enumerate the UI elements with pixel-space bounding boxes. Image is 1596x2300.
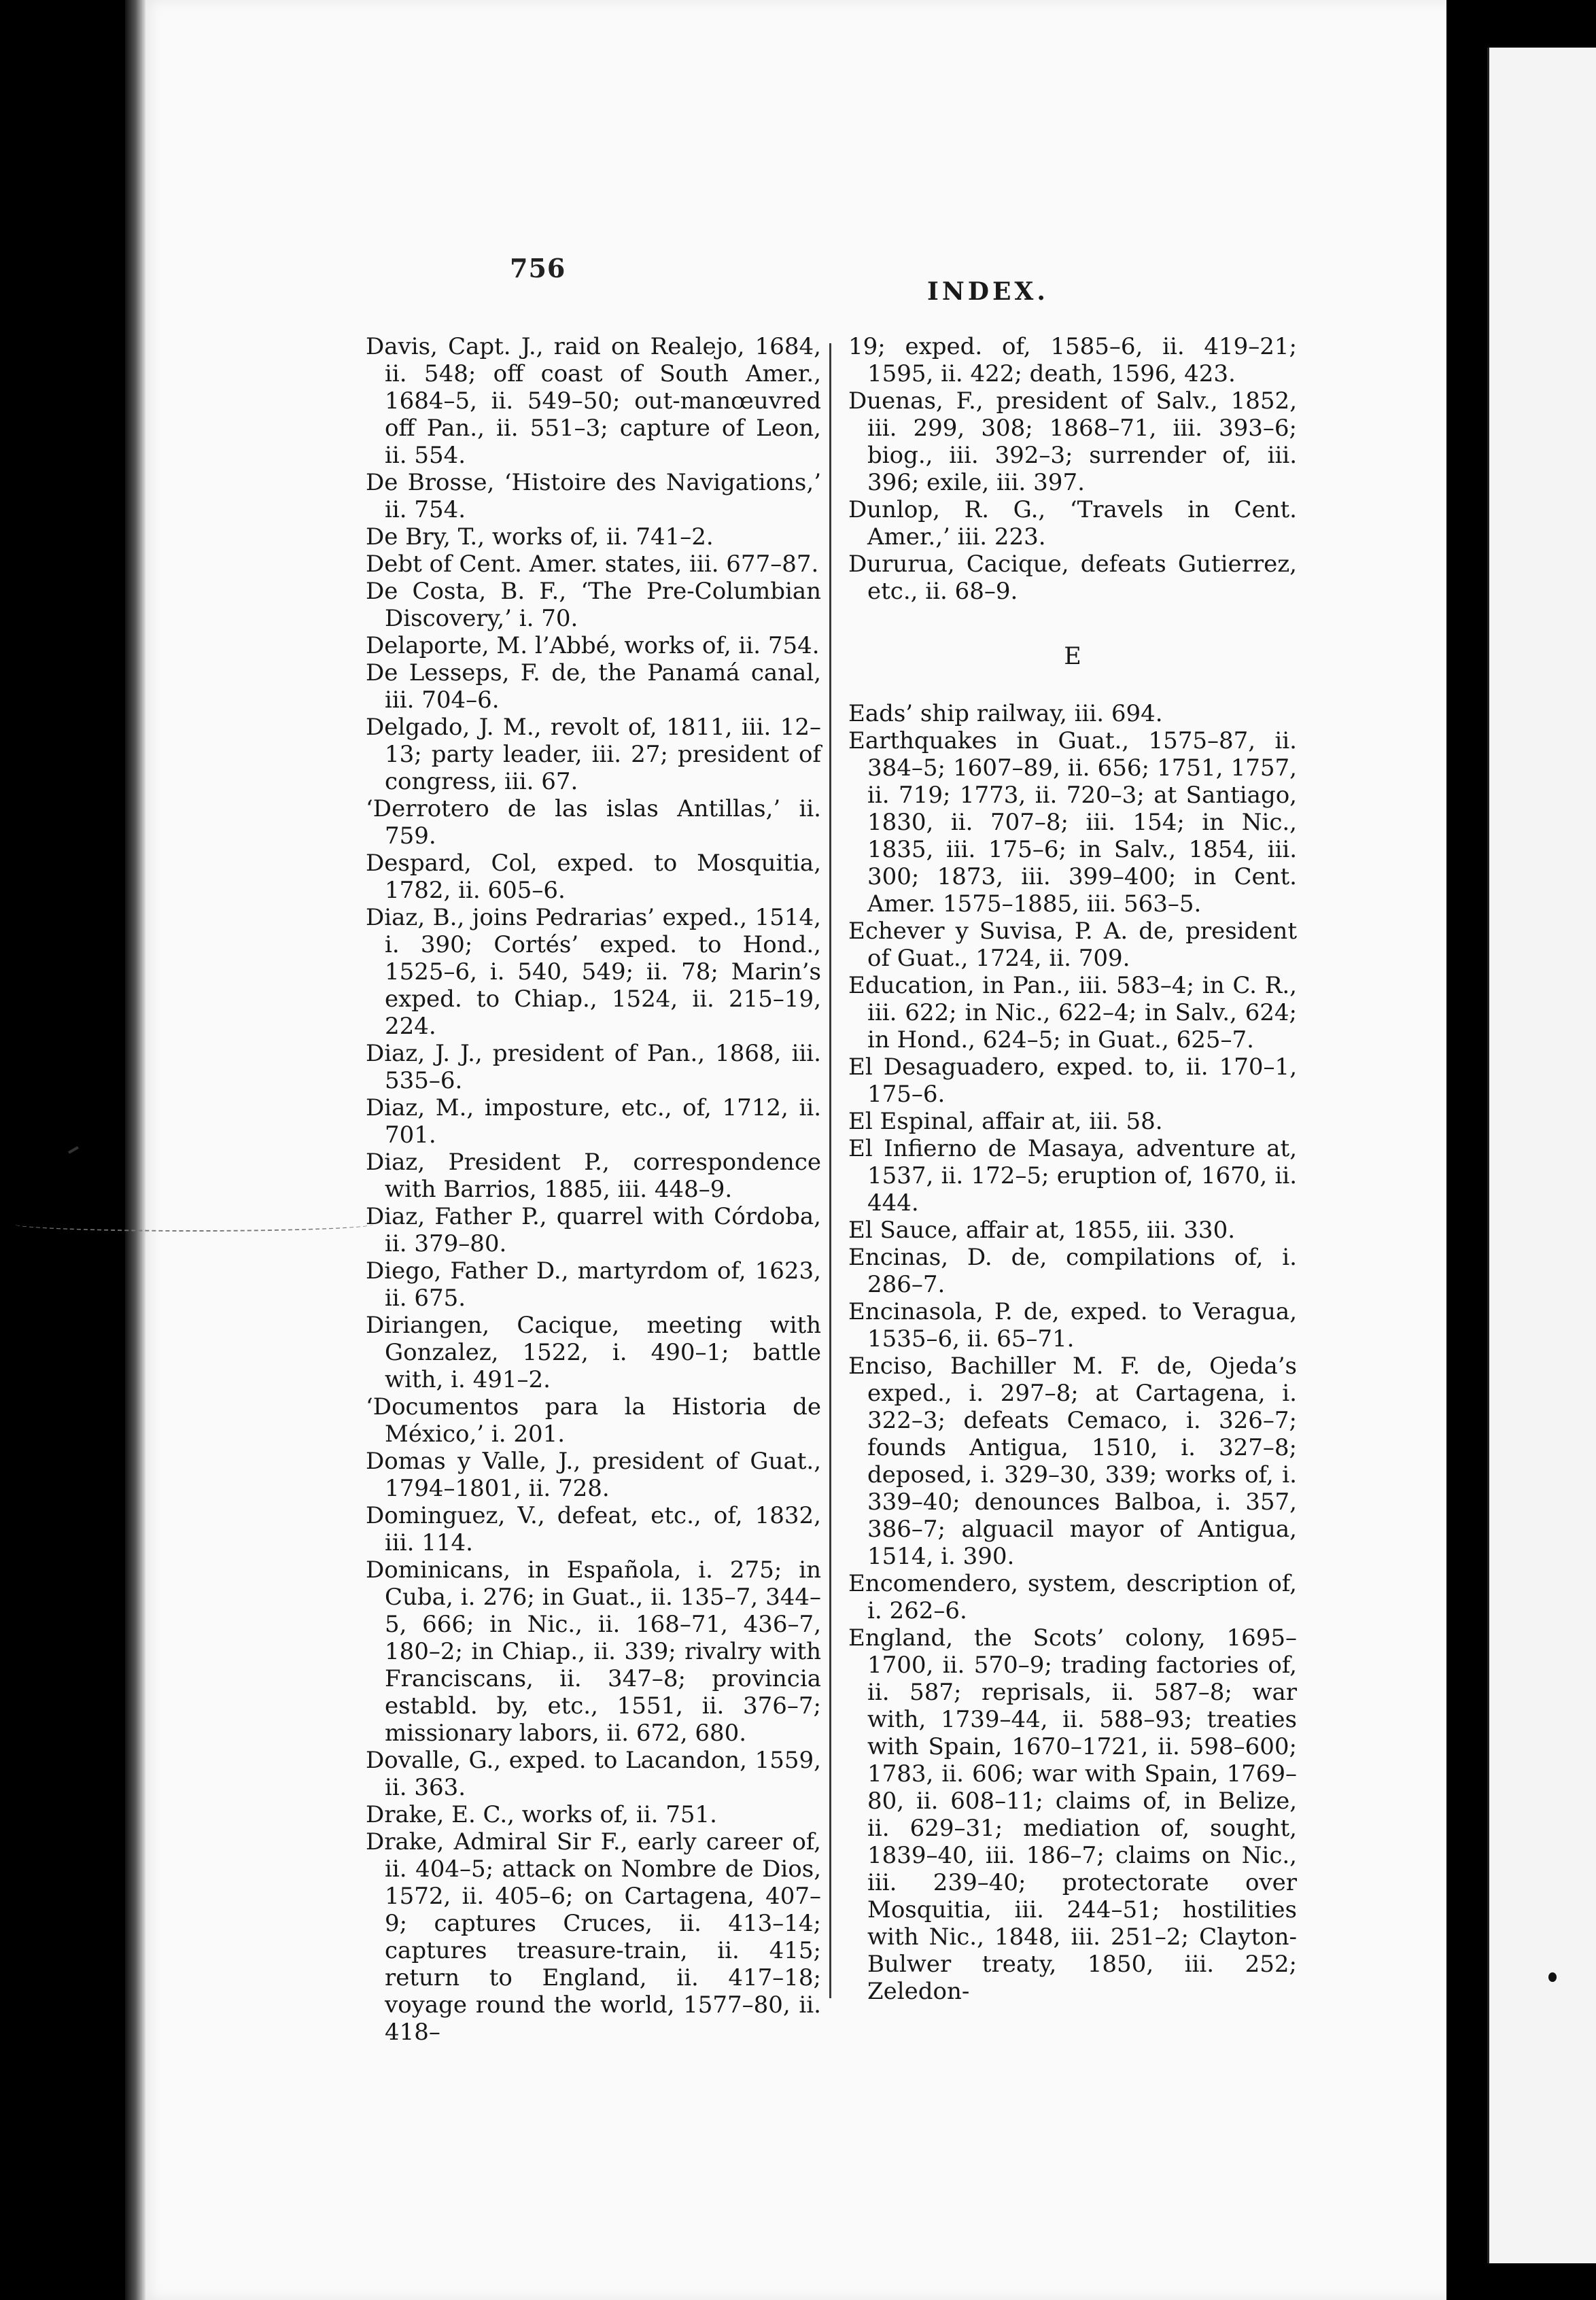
index-column-left	[366, 333, 821, 2046]
index-entry: El Infierno de Masaya, adventure at, 1537, ii. 172–5; eruption of, 1670, ii. 444.	[848, 1135, 1297, 1217]
index-entry: Encomendero, system, description of, i. 262–6.	[848, 1570, 1297, 1624]
index-entry: Domas y Valle, J., president of Guat., 1794–1801, ii. 728.	[366, 1448, 821, 1502]
index-entry: El Desaguadero, exped. to, ii. 170–1, 175–6.	[848, 1053, 1297, 1108]
index-entry: De Costa, B. F., ‘The Pre-Columbian Discovery,’ i. 70.	[366, 578, 821, 632]
index-entry: Diriangen, Cacique, meeting with Gonzalez, 1522, i. 490–1; battle with, i. 491–2.	[366, 1312, 821, 1393]
index-entry: Debt of Cent. Amer. states, iii. 677–87.	[366, 551, 819, 578]
index-entry: Enciso, Bachiller M. F. de, Ojeda’s exped., i. 297–8; at Cartagena, i. 322–3; defeats Cemaco, i. 326–7; founds Antigua, 1510, i. 327–8; deposed, i. 329–30, 339; works of, i. 339–40; denounces Balboa, i. 357, 386–7; alguacil mayor of Antigua, 1514, i. 390.	[848, 1353, 1297, 1570]
index-entry: 19; exped. of, 1585–6, ii. 419–21; 1595, ii. 422; death, 1596, 423.	[848, 333, 1297, 387]
index-column-right	[848, 333, 1297, 2005]
page-number: 756	[510, 253, 566, 283]
margin-mark	[68, 1146, 79, 1153]
index-entry: Diaz, J. J., president of Pan., 1868, iii. 535–6.	[366, 1040, 821, 1094]
running-title: INDEX.	[927, 277, 1049, 306]
index-entry: El Sauce, affair at, 1855, iii. 330.	[848, 1217, 1236, 1244]
index-entry: Dominguez, V., defeat, etc., of, 1832, iii. 114.	[366, 1502, 821, 1556]
index-entry: ‘Documentos para la Historia de México,’ i. 201.	[366, 1393, 821, 1448]
index-entry: Encinasola, P. de, exped. to Veragua, 1535–6, ii. 65–71.	[848, 1298, 1297, 1353]
index-entry: Dunlop, R. G., ‘Travels in Cent. Amer.,’ iii. 223.	[848, 496, 1297, 551]
section-letter-heading: E	[1064, 643, 1081, 670]
ink-spot	[1548, 1972, 1557, 1982]
index-entry: Diaz, M., imposture, etc., of, 1712, ii. 701.	[366, 1094, 821, 1149]
index-entry: Eads’ ship railway, iii. 694.	[848, 700, 1163, 727]
binding-thread	[14, 1217, 374, 1232]
index-entry: Diaz, President P., correspondence with Barrios, 1885, iii. 448–9.	[366, 1149, 821, 1203]
index-entry: ‘Derrotero de las islas Antillas,’ ii. 759.	[366, 795, 821, 850]
index-entry: Delaporte, M. l’Abbé, works of, ii. 754.	[366, 632, 820, 659]
index-entry: Echever y Suvisa, P. A. de, president of Guat., 1724, ii. 709.	[848, 918, 1297, 972]
index-entry: De Bry, T., works of, ii. 741–2.	[366, 523, 714, 551]
index-entry: De Brosse, ‘Histoire des Navigations,’ ii. 754.	[366, 469, 821, 523]
index-entry: Despard, Col, exped. to Mosquitia, 1782, ii. 605–6.	[366, 850, 821, 904]
adjacent-page-edge	[1487, 48, 1596, 2263]
index-entry: De Lesseps, F. de, the Panamá canal, iii. 704–6.	[366, 659, 821, 714]
index-entry: Diego, Father D., martyrdom of, 1623, ii. 675.	[366, 1257, 821, 1312]
index-entry: Drake, E. C., works of, ii. 751.	[366, 1801, 717, 1828]
index-entry: Dovalle, G., exped. to Lacandon, 1559, ii. 363.	[366, 1747, 821, 1801]
index-entry: Davis, Capt. J., raid on Realejo, 1684, ii. 548; off coast of South Amer., 1684–5, ii. 549–50; out-manœuvred off Pan., ii. 551–3; capture of Leon, ii. 554.	[366, 333, 821, 469]
index-entry: Encinas, D. de, compilations of, i. 286–7.	[848, 1244, 1297, 1298]
index-entry: Diaz, B., joins Pedrarias’ exped., 1514, i. 390; Cortés’ exped. to Hond., 1525–6, i. 540, 549; ii. 78; Marin’s exped. to Chiap., 1524, ii. 215–19, 224.	[366, 904, 821, 1040]
index-entry: Earthquakes in Guat., 1575–87, ii. 384–5; 1607–89, ii. 656; 1751, 1757, ii. 719; 1773, ii. 720–3; at Santiago, 1830, ii. 707–8; iii. 154; in Nic., 1835, iii. 175–6; in Salv., 1854, iii. 300; 1873, iii. 399–400; in Cent. Amer. 1575–1885, iii. 563–5.	[848, 727, 1297, 918]
index-entry: Dominicans, in Española, i. 275; in Cuba, i. 276; in Guat., ii. 135–7, 344–5, 666; in Nic., ii. 168–71, 436–7, 180–2; in Chiap., ii. 339; rivalry with Franciscans, ii. 347–8; provincia establd. by, etc., 1551, ii. 376–7; missionary labors, ii. 672, 680.	[366, 1556, 821, 1747]
index-entry: England, the Scots’ colony, 1695–1700, ii. 570–9; trading factories of, ii. 587; reprisals, ii. 587–8; war with, 1739–44, ii. 588–93; treaties with Spain, 1670–1721, ii. 598–600; 1783, ii. 606; war with Spain, 1769–80, ii. 608–11; claims of, in Belize, ii. 629–31; mediation of, sought, 1839–40, iii. 186–7; claims on Nic., iii. 239–40; protectorate over Mosquitia, iii. 244–51; hostilities with Nic., 1848, iii. 251–2; Clayton-Bulwer treaty, 1850, iii. 252; Zeledon-	[848, 1624, 1297, 2005]
index-entry: Duenas, F., president of Salv., 1852, iii. 299, 308; 1868–71, iii. 393–6; biog., iii. 392–3; surrender of, iii. 396; exile, iii. 397.	[848, 387, 1297, 496]
index-entry: Education, in Pan., iii. 583–4; in C. R., iii. 622; in Nic., 622–4; in Salv., 624; in Hond., 624–5; in Guat., 625–7.	[848, 972, 1297, 1053]
index-entry: Drake, Admiral Sir F., early career of, ii. 404–5; attack on Nombre de Dios, 1572, ii. 405–6; on Cartagena, 407–9; captures Cruces, ii. 413–14; captures treasure-train, ii. 415; return to England, ii. 417–18; voyage round the world, 1577–80, ii. 418–	[366, 1828, 821, 2046]
column-divider	[829, 343, 831, 1998]
index-entry: Diaz, Father P., quarrel with Córdoba, ii. 379–80.	[366, 1203, 821, 1257]
index-entry: El Espinal, affair at, iii. 58.	[848, 1108, 1163, 1135]
index-entry: Dururua, Cacique, defeats Gutierrez, etc., ii. 68–9.	[848, 551, 1297, 605]
index-entry: Delgado, J. M., revolt of, 1811, iii. 12–13; party leader, iii. 27; president of congress, iii. 67.	[366, 714, 821, 795]
